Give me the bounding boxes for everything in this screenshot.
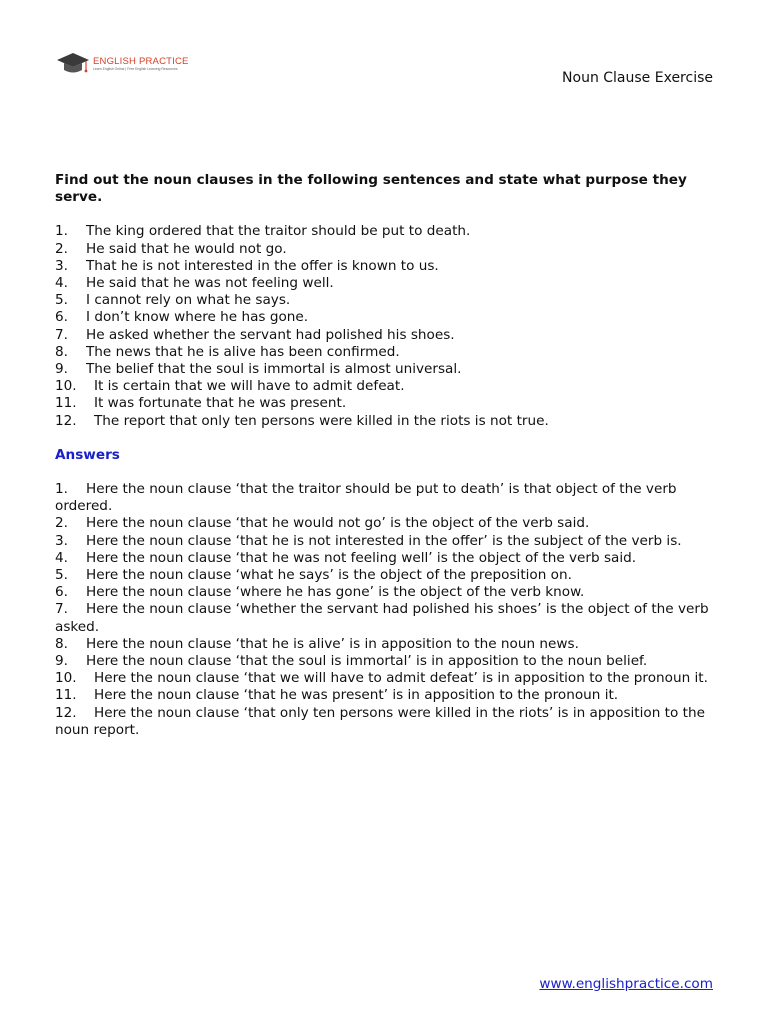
question-item-text: The king ordered that the traitor should be put to death. xyxy=(86,223,471,240)
answer-item-number: 10. xyxy=(55,670,77,687)
answer-item xyxy=(55,481,715,515)
answer-item-text: Here the noun clause ‘that the soul is immortal’ is in apposition to the noun belief. xyxy=(86,653,648,670)
question-item-number: 3. xyxy=(55,257,68,274)
question-item xyxy=(55,258,715,275)
answer-item-number: 7. xyxy=(55,601,68,618)
answer-item-number: 12. xyxy=(55,704,77,721)
question-item-text: The belief that the soul is immortal is almost universal. xyxy=(86,361,462,378)
questions-list xyxy=(55,223,715,429)
question-item-number: 11. xyxy=(55,395,77,412)
question-item-text: He asked whether the servant had polished his shoes. xyxy=(86,326,455,343)
question-item xyxy=(55,309,715,326)
question-item-text: The report that only ten persons were killed in the riots is not true. xyxy=(94,412,549,429)
graduation-cap-icon xyxy=(56,50,90,78)
question-item-number: 6. xyxy=(55,309,68,326)
instructions: Find out the noun clauses in the following sentences and state what purpose they serve. xyxy=(55,172,687,206)
page-title: Noun Clause Exercise xyxy=(562,70,713,86)
answer-item xyxy=(55,533,715,550)
question-item-number: 9. xyxy=(55,361,68,378)
answer-item-number: 6. xyxy=(55,584,68,601)
question-item-text: I don’t know where he has gone. xyxy=(86,309,309,326)
answers-heading: Answers xyxy=(55,446,120,463)
question-item-text: I cannot rely on what he says. xyxy=(86,292,291,309)
answer-item-number: 1. xyxy=(55,481,68,498)
question-item xyxy=(55,378,715,395)
question-item-text: It is certain that we will have to admit defeat. xyxy=(94,378,405,395)
question-item-text: That he is not interested in the offer is known to us. xyxy=(86,257,439,274)
question-item-number: 10. xyxy=(55,378,77,395)
answer-item-text: Here the noun clause ‘that he was present’ is in apposition to the pronoun it. xyxy=(94,687,619,704)
answer-item-text: Here the noun clause ‘that he is not interested in the offer’ is the subject of the verb is. xyxy=(86,532,682,549)
answer-item-text: Here the noun clause ‘that he is alive’ is in apposition to the noun news. xyxy=(86,635,579,652)
question-item-text: He said that he was not feeling well. xyxy=(86,275,334,292)
answer-item-number: 11. xyxy=(55,687,77,704)
document-body xyxy=(55,172,715,739)
question-item-text: It was fortunate that he was present. xyxy=(94,395,347,412)
question-item-text: The news that he is alive has been confirmed. xyxy=(86,343,400,360)
question-item-number: 2. xyxy=(55,240,68,257)
answer-item-number: 9. xyxy=(55,653,68,670)
answer-item-number: 5. xyxy=(55,567,68,584)
answer-item-text: Here the noun clause ‘that we will have to admit defeat’ is in apposition to the pronoun it. xyxy=(94,670,708,687)
answer-item xyxy=(55,653,715,670)
answer-item xyxy=(55,687,715,704)
question-item xyxy=(55,344,715,361)
answer-item-text: Here the noun clause ‘what he says’ is the object of the preposition on. xyxy=(86,567,572,584)
answer-item-number: 2. xyxy=(55,515,68,532)
logo-tagline: Learn English Online | Free English Learning Resources xyxy=(93,67,178,71)
answer-item xyxy=(55,601,715,635)
answer-item xyxy=(55,550,715,567)
answer-item xyxy=(55,515,715,532)
answer-item-text: Here the noun clause ‘that only ten persons were killed in the riots’ is in apposition to the noun report. xyxy=(55,704,705,738)
logo xyxy=(56,50,189,78)
answers-list xyxy=(55,481,715,739)
answer-item xyxy=(55,584,715,601)
question-item-number: 12. xyxy=(55,412,77,429)
question-item xyxy=(55,275,715,292)
answer-item-text: Here the noun clause ‘that he was not feeling well’ is the object of the verb said. xyxy=(86,549,637,566)
question-item-number: 1. xyxy=(55,223,68,240)
answer-item-text: Here the noun clause ‘whether the servant had polished his shoes’ is the object of the verb asked. xyxy=(55,601,709,635)
logo-name: ENGLISH PRACTICE xyxy=(93,56,189,67)
answer-item xyxy=(55,670,715,687)
question-item-text: He said that he would not go. xyxy=(86,240,287,257)
question-item-number: 7. xyxy=(55,326,68,343)
answer-item xyxy=(55,636,715,653)
question-item xyxy=(55,223,715,240)
question-item xyxy=(55,292,715,309)
answer-item-number: 3. xyxy=(55,532,68,549)
answer-item-text: Here the noun clause ‘that the traitor should be put to death’ is that object of the verb ordered. xyxy=(55,481,677,515)
question-item xyxy=(55,327,715,344)
answer-item xyxy=(55,705,715,739)
question-item-number: 5. xyxy=(55,292,68,309)
question-item xyxy=(55,395,715,412)
question-item-number: 8. xyxy=(55,343,68,360)
website-link[interactable]: www.englishpractice.com xyxy=(539,976,713,992)
answer-item-number: 4. xyxy=(55,549,68,566)
answer-item-number: 8. xyxy=(55,635,68,652)
answer-item-text: Here the noun clause ‘that he would not go’ is the object of the verb said. xyxy=(86,515,590,532)
question-item-number: 4. xyxy=(55,275,68,292)
question-item xyxy=(55,241,715,258)
answer-item xyxy=(55,567,715,584)
question-item xyxy=(55,413,715,430)
question-item xyxy=(55,361,715,378)
answer-item-text: Here the noun clause ‘where he has gone’ is the object of the verb know. xyxy=(86,584,585,601)
